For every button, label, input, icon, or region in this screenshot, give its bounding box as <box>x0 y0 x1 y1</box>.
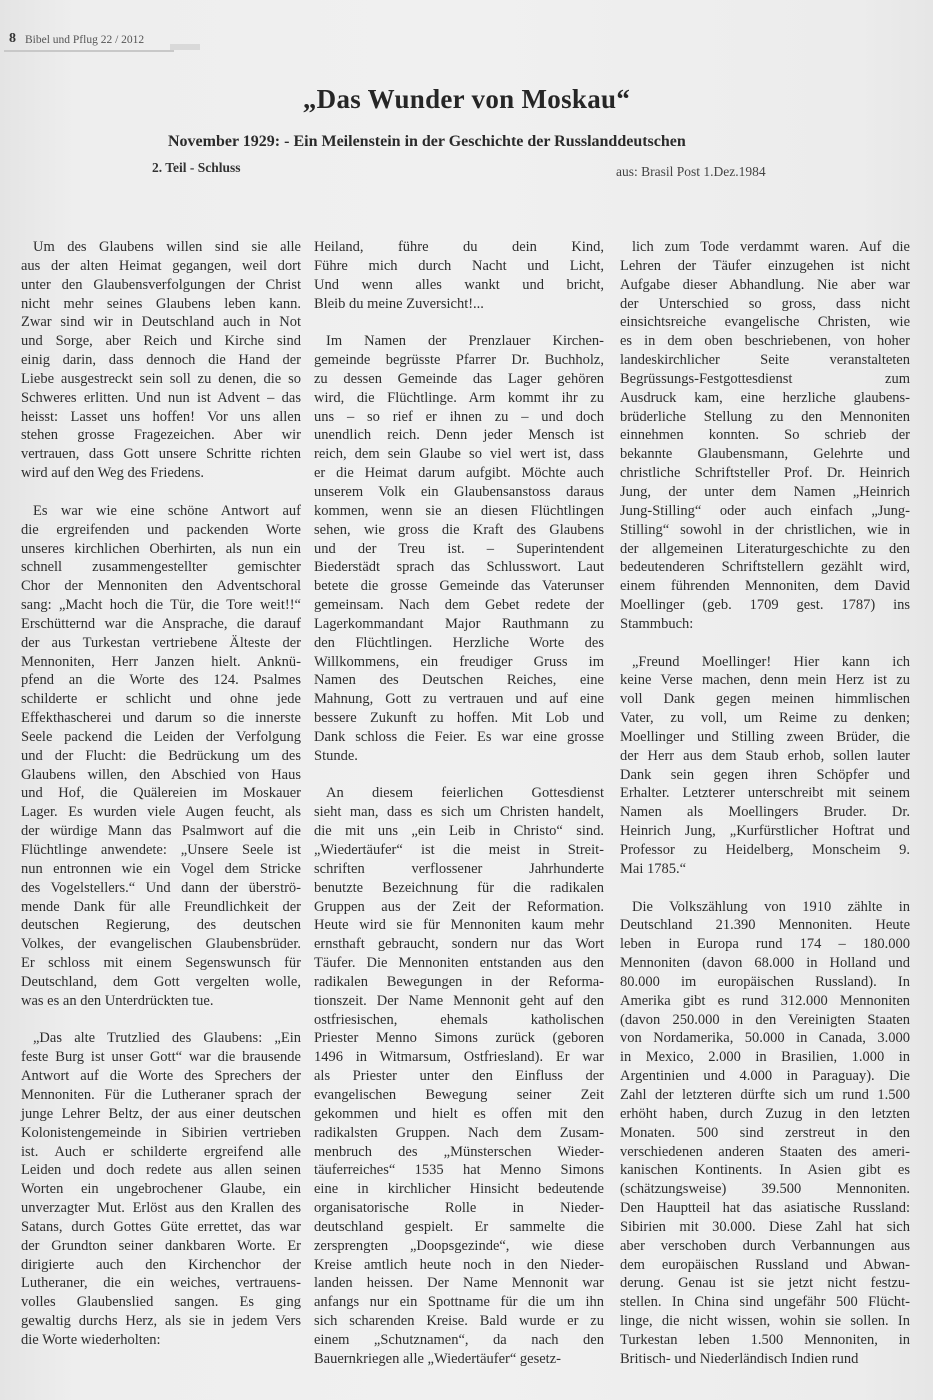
text-line: Monaten. 500 sind zerstreut in den <box>620 1124 910 1141</box>
text-line: den Flüchtlingen. Herzliche Worte des <box>314 634 604 651</box>
text-line: Willkommens, ein freudiger Gruss im <box>314 653 604 670</box>
text-line: pfend an die Worte des 124. Psalmes <box>21 672 301 689</box>
text-line: Deutschland, dem Gott vergelten wolle, <box>21 973 301 990</box>
text-line: Mennoniten. Für die Lutheraner sprach der <box>21 1086 301 1103</box>
text-line: mende Dank für alle Freundlichkeit der <box>21 898 301 915</box>
text-line: Antwort auf die Worte des Sprechers der <box>21 1068 301 1085</box>
text-line: der Grundton seiner dankbaren Worte. Er <box>21 1237 301 1254</box>
text-line: und Sorge, aber Reich und Kirche sind <box>21 333 301 350</box>
text-line: Erhalter. Letzterer unterschreibt mit seinem <box>620 785 910 802</box>
text-line: junge Lehrer Beltz, der aus einer deutschen <box>21 1105 301 1122</box>
text-line: er die Heimat darum aufgibt. Möchte auch <box>314 465 604 482</box>
text-line: wird, die Flüchtlinge. Arm kommt ihr zu <box>314 389 604 406</box>
text-line: Zwar sind wir in Deutschland auch in Not <box>21 314 301 331</box>
text-line: 80.000 im europäischen Russland). In <box>620 973 910 990</box>
paragraph-gap <box>620 634 910 653</box>
text-line: volles Glaubenslied sangen. Es ging <box>21 1294 301 1311</box>
text-line: einnehmen konnten. So schrieb der <box>620 427 910 444</box>
text-line: Kreise amtlich heute noch in den Nieder- <box>314 1256 604 1273</box>
text-line: es in dem oben beschriebenen, von hoher <box>620 333 910 350</box>
text-line: organisatorische Rolle in Nieder- <box>314 1200 604 1217</box>
text-line: keine Verse machen, denn mein Herz ist zu <box>620 672 910 689</box>
text-line: Mahnung, Gott zu vertrauen und auf eine <box>314 691 604 708</box>
text-line: sehen, wie gross die Kraft des Glaubens <box>314 521 604 538</box>
text-line: sich scharenden Kreise. Bald wurde er zu <box>314 1313 604 1330</box>
text-line: heisst: Lasset uns hoffen! Vor uns allen <box>21 408 301 425</box>
text-line: stehen grosse Fragezeichen. Aber wir <box>21 427 301 444</box>
text-line: Mennoniten, Herr Janzen hielt. Anknü- <box>21 653 301 670</box>
text-line: der allgemeinen Literaturgeschichte zu den <box>620 540 910 557</box>
text-line: Täufer. Die Mennoniten entstanden aus den <box>314 955 604 972</box>
text-line: Erschütternd war die Ansprache, die darauf <box>21 615 301 632</box>
text-line: radikalen Bewegungen in der Reforma- <box>314 973 604 990</box>
text-line: und der Flucht: die Bedrückung um des <box>21 747 301 764</box>
text-line: Moellinger und Stilling zween Brüder, die <box>620 728 910 745</box>
text-line: kommen, wenn sie an diesen Flüchtlingen <box>314 502 604 519</box>
text-line: Aufgabe dieser Abhandlung. Nie aber war <box>620 276 910 293</box>
text-line: gemeinsam. Nach dem Gebet redete der <box>314 597 604 614</box>
text-column-3 <box>620 238 910 1369</box>
text-line: schilderte er schlicht und ohne jede <box>21 691 301 708</box>
article-source: aus: Brasil Post 1.Dez.1984 <box>616 164 766 179</box>
text-line: tionszeit. Der Name Mennonit geht auf den <box>314 992 604 1009</box>
text-line: Schweres erlitten. Und nun ist Advent – das <box>21 389 301 406</box>
text-line: unverzagter Mut. Erlöst aus den Krallen des <box>21 1200 301 1217</box>
text-line: benutzte Bezeichnung für die radikalen <box>314 879 604 896</box>
text-line: einem führenden Mennoniten, dem David <box>620 578 910 595</box>
text-line: täuferreiches“ 1535 hat Menno Simons <box>314 1162 604 1179</box>
text-line: Heute wird sie für Mennoniten kaum mehr <box>314 917 604 934</box>
text-line: Sibirien mit 30.000. Diese Zahl hat sich <box>620 1218 910 1235</box>
text-line: linge, die nicht wissen, wohin sie sollen. In <box>620 1313 910 1330</box>
text-line: des Vogelstellers.“ Und dann der überströ- <box>21 879 301 896</box>
text-line: „Das alte Trutzlied des Glaubens: „Ein <box>33 1030 301 1047</box>
text-line: Ausdruck kam, eine herzliche glaubens- <box>620 389 910 406</box>
text-line: einig darin, dass dennoch die Hand der <box>21 352 301 369</box>
text-line: Turkestan leben 1.500 Mennoniten, in <box>620 1331 910 1348</box>
text-line: in Mexico, 2.000 in Brasilien, 1.000 in <box>620 1049 910 1066</box>
text-line: Volkes, der evangelischen Glaubensbrüder. <box>21 936 301 953</box>
text-line: unserem Volk ein Glaubensanstoss daraus <box>314 483 604 500</box>
text-line: Er schloss mit einem Segenswunsch für <box>21 955 301 972</box>
text-line: wird auf den Weg des Friedens. <box>21 465 204 482</box>
text-line: und Hof, die Quälereien im Moskauer <box>21 785 301 802</box>
text-line: Lehren der Täufer einzugehen ist nicht <box>620 257 910 274</box>
text-line: Moellinger (geb. 1709 gest. 1787) ins <box>620 597 910 614</box>
text-line: derung. Genau ist sie jetzt nicht festzu- <box>620 1275 910 1292</box>
text-line: erhöht haben, durch Zuzug in den letzten <box>620 1105 910 1122</box>
text-line: Professor zu Heidelberg, Monscheim 9. <box>620 842 910 858</box>
text-line: sang: „Macht hoch die Tür, die Tore weit!!“ <box>21 597 301 614</box>
paragraph-gap <box>21 483 301 502</box>
text-line: evangelischen Bewegung seiner Zeit <box>314 1086 604 1103</box>
article-title: „Das Wunder von Moskau“ <box>302 84 631 114</box>
text-line: „Freund Moellinger! Hier kann ich <box>632 653 910 670</box>
text-line: eine in kirchlicher Hinsicht bedeutende <box>314 1181 604 1198</box>
text-line: uns – so rief er ihnen zu – und doch <box>314 408 604 425</box>
text-line: Lutheraner, die ein weiches, vertrauens- <box>21 1275 301 1292</box>
text-line: Es war wie eine schöne Antwort auf <box>33 502 301 519</box>
paragraph-gap <box>21 1011 301 1030</box>
header-rule-accent <box>170 44 200 50</box>
text-line: Satans, durch Gottes Güte errettet, das war <box>21 1218 301 1235</box>
text-line: Kolonistengemeinde in Sibirien vertrieben <box>21 1124 301 1141</box>
text-line: Namen des Deutschen Reiches, eine <box>314 672 604 689</box>
text-line: Dank schloss die Feier. Es war eine grosse <box>314 728 604 745</box>
text-line: Vater, zu voll, um Reime zu denken; <box>620 710 910 727</box>
text-line: brüderliche Stellung zu den Mennoniten <box>620 408 910 425</box>
text-line: landen heissen. Der Name Mennonit war <box>314 1275 604 1292</box>
text-line: einsichtsreiche evangelische Christen, wie <box>620 314 910 331</box>
text-line: Biederstädt sprach das Schlusswort. Laut <box>314 559 604 576</box>
text-line: An diesem feierlichen Gottesdienst <box>326 785 604 802</box>
text-line: nun entronnen wie ein Vogel dem Stricke <box>21 860 301 877</box>
text-line: von Nordamerika, 50.000 in Canada, 3.000 <box>620 1030 910 1047</box>
text-line: Heinrich Jung, „Kurfürstlicher Hoftrat und <box>620 823 910 840</box>
page-number: 8 <box>9 31 16 46</box>
text-line: vertrauen, dass Gott unsere Schritte richten <box>21 446 301 463</box>
text-line: Und wenn alles wankt und bricht, <box>314 276 604 293</box>
text-line: Gruppen aus der Zeit der Reformation. <box>314 898 604 915</box>
text-line: der Unterschied so gross, dass nicht <box>620 295 910 312</box>
text-line: Stammbuch: <box>620 615 694 632</box>
text-line: Zahl der letzteren dürfte sich um rund 1.500 <box>620 1086 910 1103</box>
text-line: unseres kirchlichen Oberhirten, als nun ein <box>21 540 301 557</box>
text-line: gemeinde begrüsste Pfarrer Dr. Buchholz, <box>314 352 604 369</box>
text-line: gewaltig durchs Herz, als sie in jedem Vers <box>21 1313 301 1330</box>
text-line: kanischen Kontinents. In Asien gibt es <box>620 1162 910 1179</box>
text-line: Jung-Stilling“ oder auch einfach „Jung- <box>620 502 910 519</box>
text-column-1 <box>21 238 301 1350</box>
text-line: was es an den Unterdrückten tue. <box>21 992 214 1009</box>
text-line: Britisch- und Niederländisch Indien rund <box>620 1350 859 1367</box>
text-line: der aus Turkestan vertriebene Älteste der <box>21 634 301 651</box>
article-part: 2. Teil - Schluss <box>152 160 241 175</box>
text-line: ernsthaft gebraucht, sondern nur das Wort <box>314 936 604 953</box>
text-line: Liebe ausgestreckt sein soll zu denen, die so <box>21 370 301 387</box>
text-line: Worten ein ungebrochener Glaube, ein <box>21 1181 301 1198</box>
text-line: menbruch des „Münsterschen Wieder- <box>314 1143 604 1160</box>
text-line: als Priester unter den Einfluss der <box>314 1068 604 1085</box>
text-line: Im Namen der Prenzlauer Kirchen- <box>326 333 604 350</box>
text-line: der würdige Mann das Psalmwort auf die <box>21 823 301 840</box>
text-line: Bauernkriegen alle „Wiedertäufer“ gesetz- <box>314 1350 561 1367</box>
text-line: unter den Glaubensverfolgungen der Christ <box>21 276 301 293</box>
text-line: verschiedenen anderen Staaten des ameri- <box>620 1143 910 1160</box>
text-line: aber verschoben durch Verbannungen aus <box>620 1237 910 1254</box>
text-line: zu dessen Gemeinde das Lager gehören <box>314 370 604 387</box>
text-line: Argentinien und 4.000 in Paraguay). Die <box>620 1068 910 1085</box>
text-line: zersprengten „Doopsgezinde“, wie diese <box>314 1237 604 1254</box>
text-line: „Wiedertäufer“ ist die meist in Streit- <box>314 842 604 858</box>
text-line: dem europäischen Russland und Abwan- <box>620 1256 910 1273</box>
text-line: die mit uns „ein Leib in Christo“ sind. <box>314 823 604 840</box>
text-line: Lagerkommandant Major Rauthmann zu <box>314 615 604 632</box>
text-line: Die Volkszählung von 1910 zählte in <box>632 898 910 915</box>
text-line: Effekthascherei und darum so die innerste <box>21 710 301 727</box>
text-line: unendlich reich. Denn jeder Mensch ist <box>314 427 604 444</box>
text-line: ostfriesischen, ehemals katholischen <box>314 1011 604 1028</box>
paragraph-gap <box>620 879 910 898</box>
text-line: bekannte Glaubensmann, Gelehrte und <box>620 446 910 463</box>
text-line: voll Dank gegen meinen himmlischen <box>620 691 910 708</box>
text-line: sieht man, dass es sich um Christen handelt, <box>314 804 604 821</box>
text-line: einem „Schutznamen“, da nach den <box>314 1331 604 1348</box>
text-line: (davon 250.000 in den Vereinigten Staaten <box>620 1011 910 1028</box>
text-line: feste Burg ist unser Gott“ war die brausende <box>21 1049 301 1066</box>
publication-name: Bibel und Pflug 22 / 2012 <box>25 34 145 46</box>
text-line: reich, dem sein Glaube so viel wert ist, dass <box>314 446 604 463</box>
text-line: Chor der Mennoniten den Adventschoral <box>21 578 301 595</box>
text-line: Glaubens willen, den Abschied von Haus <box>21 766 301 783</box>
text-column-2 <box>314 238 604 1369</box>
text-line: deutschland gespielt. Er sammelte die <box>314 1218 604 1235</box>
text-line: nicht mehr seines Glaubens leben kann. <box>21 295 301 312</box>
text-line: landeskirchlicher Seite veranstalteten <box>620 352 910 369</box>
text-line: Amerika gibt es rund 312.000 Mennoniten <box>620 992 910 1009</box>
text-line: Jung, der unter dem Namen „Heinrich <box>620 483 910 500</box>
text-line: bedeutenderen Schriftstellern gezählt wird, <box>620 559 910 576</box>
paragraph-gap <box>314 766 604 785</box>
text-line: (schätzungsweise) 39.500 Mennoniten. <box>620 1181 910 1198</box>
text-line: der Herr aus dem Staub erhob, sollen lauter <box>620 747 910 764</box>
text-line: Um des Glaubens willen sind sie alle <box>33 239 301 255</box>
text-line: Flüchtlinge anwendete: „Unsere Seele ist <box>21 842 301 858</box>
text-line: aus der alten Heimat gegangen, weil dort <box>21 257 301 274</box>
text-line: Leiden und doch redete aus allen seinen <box>21 1162 301 1179</box>
text-line: Namen als Moellingers Bruder. Dr. <box>620 804 910 821</box>
text-line: die ergreifenden und packenden Worte <box>21 521 301 538</box>
text-line: gekommen und hielt es offen mit den <box>314 1105 604 1122</box>
text-line: und der Treu ist. – Superintendent <box>314 540 604 557</box>
text-line: Mai 1785.“ <box>620 860 687 877</box>
text-line: Dank sein gegen ihren Schöpfer und <box>620 766 910 783</box>
text-line: dirigierte auch den Kirchenchor der <box>21 1256 301 1273</box>
text-line: 1496 in Witmarsum, Ostfriesland). Er war <box>314 1049 604 1066</box>
text-line: radikalsten Gruppen. Nach dem Zusam- <box>314 1124 604 1141</box>
text-line: lich zum Tode verdammt waren. Auf die <box>632 239 910 255</box>
header-rule <box>4 50 174 52</box>
text-line: Priester Menno Simons zurück (geboren <box>314 1030 604 1047</box>
text-line: die Worte wiederholten: <box>21 1331 161 1348</box>
text-line: schnell zusammengestellter gemischter <box>21 559 301 576</box>
text-line: Mennoniten (davon 68.000 in Holland und <box>620 955 910 972</box>
text-line: leben in Europa rund 174 – 180.000 <box>620 936 910 953</box>
text-line: Führe mich durch Nacht und Licht, <box>314 257 604 274</box>
text-line: ist. Auch er schilderte ergreifend alle <box>21 1143 301 1160</box>
text-line: Lager. Es wurden viele Augen feucht, als <box>21 804 301 821</box>
text-line: christliche Schriftsteller Prof. Dr. Heinrich <box>620 465 910 482</box>
paragraph-gap <box>314 313 604 332</box>
text-line: Deutschland 21.390 Mennoniten. Heute <box>620 917 910 934</box>
text-line: Bleib du meine Zuversicht!... <box>314 295 484 312</box>
text-line: betete die grosse Gemeinde das Vaterunser <box>314 578 604 595</box>
text-line: Stunde. <box>314 747 358 764</box>
text-line: deutschen Regierung, des deutschen <box>21 917 301 934</box>
text-line: Stilling“ sowohl in der christlichen, wie in <box>620 521 910 538</box>
text-line: stellen. In China sind ungefähr 500 Flücht- <box>620 1294 910 1311</box>
text-line: Den Hauptteil hat das asiatische Russland: <box>620 1200 910 1217</box>
text-line: Heiland, führe du dein Kind, <box>314 239 604 255</box>
article-subtitle: November 1929: - Ein Meilenstein in der Geschichte der Russlanddeutschen <box>168 133 686 150</box>
text-line: schriften verflossener Jahrhunderte <box>314 860 604 877</box>
text-line: anfangs nur ein Spottname für die um ihn <box>314 1294 604 1311</box>
text-line: Begrüssungs-Festgottesdienst zum <box>620 370 910 387</box>
text-line: bessere Zukunft zu hoffen. Mit Lob und <box>314 710 604 727</box>
text-line: Seele packend die Leiden der Verfolgung <box>21 728 301 745</box>
